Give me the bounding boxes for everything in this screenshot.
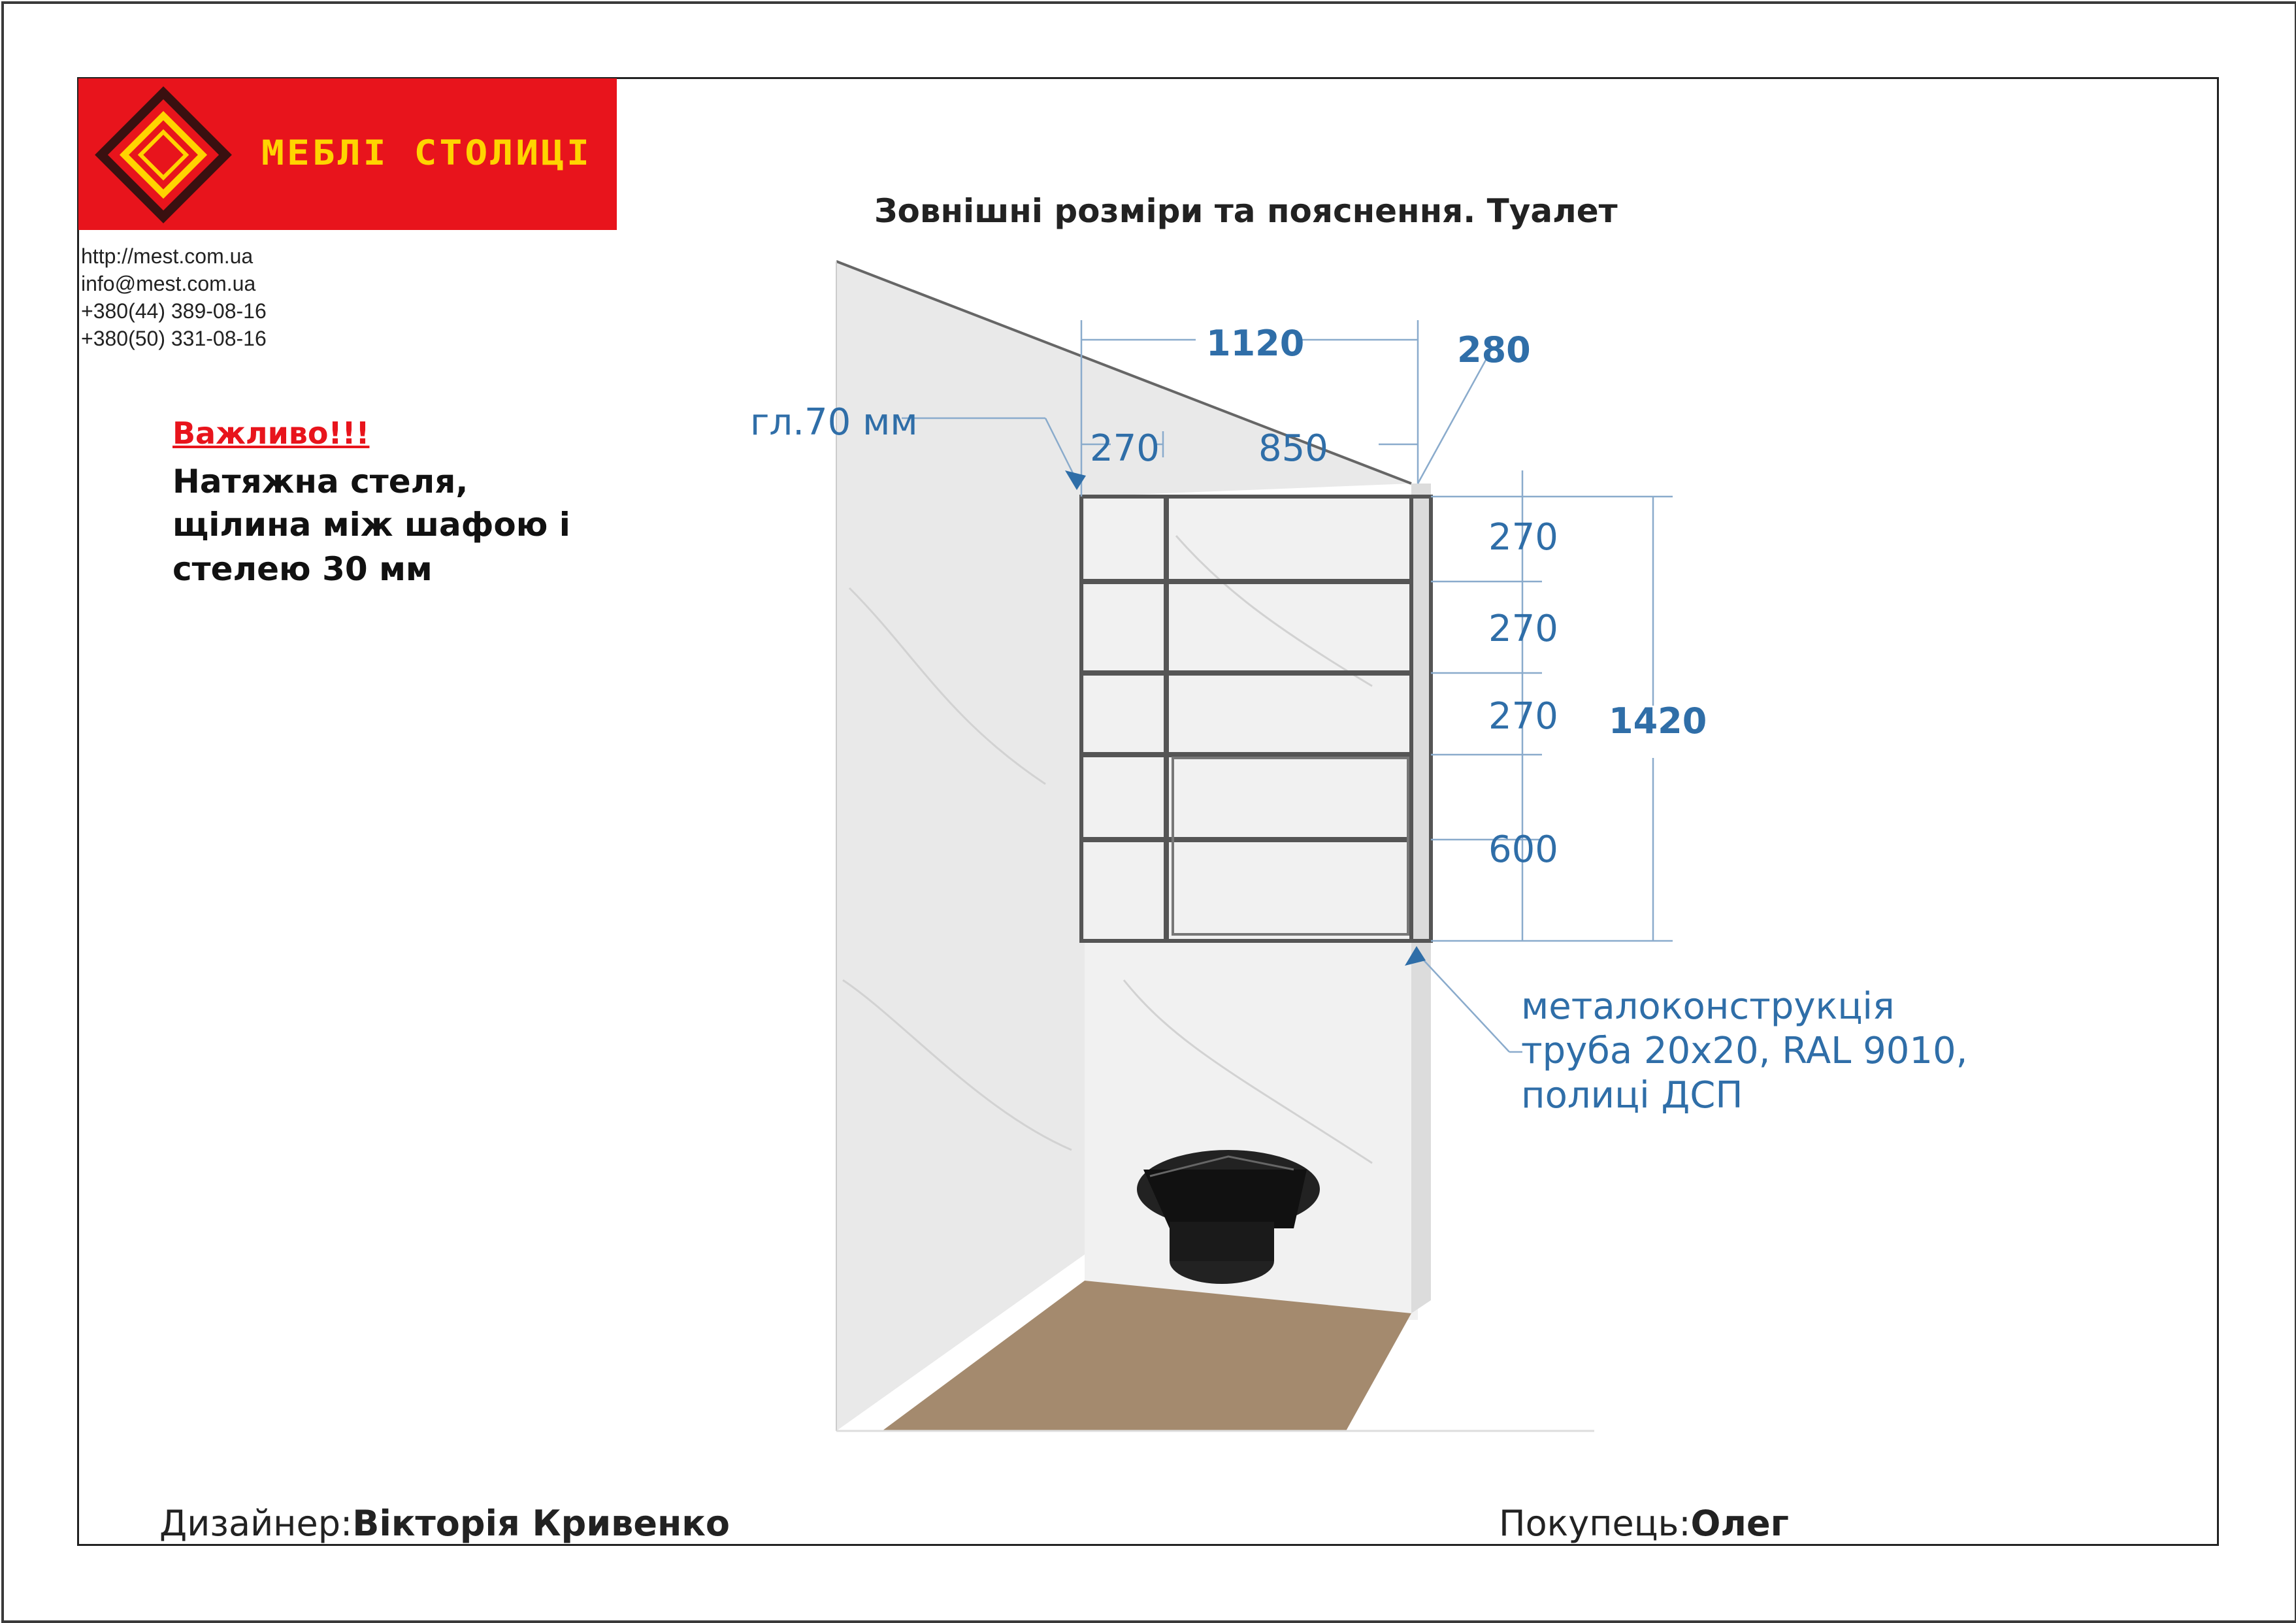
dimension-right-section: 850 [1258,427,1328,470]
material-note-line: труба 20х20, RAL 9010, [1521,1030,1968,1072]
dimension-total-width: 1120 [1206,323,1305,364]
dimension-ceiling-depth: гл.70 мм [750,401,918,444]
dimension-depth: 280 [1457,329,1531,370]
contact-website[interactable]: http://mest.com.ua [81,244,254,268]
important-note-heading: Важливо!!! [172,416,370,451]
dimension-shelf-height: 270 [1488,695,1558,738]
dimension-left-section: 270 [1090,427,1160,470]
buyer-name: Олег [1690,1503,1789,1544]
brand-name: МЕБЛІ СТОЛИЦІ [261,133,592,173]
material-note-line: полиці ДСП [1521,1074,1743,1117]
important-note-line: стелею 30 мм [172,550,433,588]
dimension-total-height: 1420 [1609,700,1707,742]
dimension-shelf-height: 600 [1488,828,1558,871]
dimension-shelf-height: 270 [1488,608,1558,650]
designer-label: Дизайнер: [159,1503,353,1544]
important-note-line: Натяжна стеля, [172,463,468,500]
page-title: Зовнішні розміри та пояснення. Туалет [874,192,1618,230]
contact-email[interactable]: info@mest.com.ua [81,272,256,295]
contact-phone-2: +380(50) 331-08-16 [81,327,267,350]
right-wall [1411,484,1431,1313]
important-note-line: щілина між шафою і [172,506,570,544]
buyer-label: Покупець: [1499,1503,1691,1544]
material-note-line: металоконструкція [1521,985,1895,1028]
dimension-shelf-height: 270 [1488,516,1558,559]
contact-phone-1: +380(44) 389-08-16 [81,299,267,323]
designer-credit [159,1503,730,1544]
buyer-credit [1499,1503,1789,1544]
designer-name: Вікторія Кривенко [352,1503,730,1544]
